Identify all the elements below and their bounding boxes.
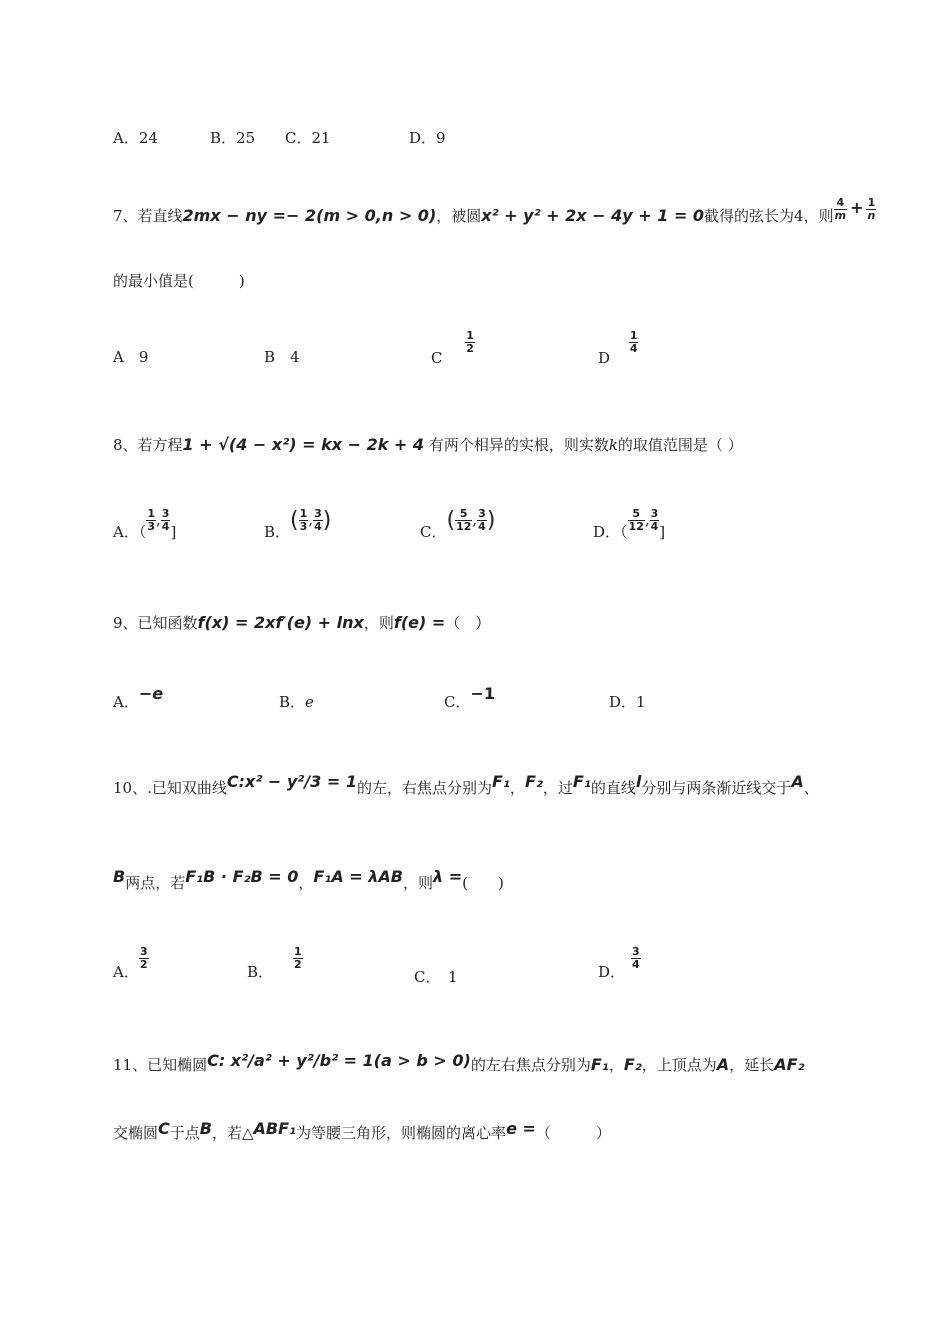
q7-frac-1-over-n: $\frac{1}{n}$: [867, 195, 876, 222]
q6-option-d: D．9: [409, 129, 446, 147]
q9-prefix: 9、已知函数: [113, 614, 198, 632]
q7-option-b: B 4: [264, 348, 300, 366]
q8-suffix2: 的取值范围是（ ）: [617, 436, 743, 454]
q10-condition-2: F₁A = λAB: [313, 867, 403, 886]
q10-option-d: D． $\frac{3}{4}$: [598, 945, 640, 981]
q9-option-a: A．−e: [113, 684, 164, 711]
q8-suffix: 有两个相异的实根，则实数: [424, 436, 609, 454]
q7-suffix: 截得的弦长为4，则: [704, 207, 834, 225]
q10-condition-1: F₁B · F₂B = 0: [185, 867, 299, 886]
q7-frac-4-over-m: $\frac{4}{m}$: [834, 195, 847, 222]
q10-equation: C:x² − y²/3 = 1: [226, 772, 357, 791]
q8-option-d: D．（ $\frac{5}{12}$ , $\frac{3}{4}$ ]: [593, 507, 666, 541]
q9-expr: f(e) =: [393, 613, 446, 632]
q7-circle-equation: x² + y² + 2x − 4y + 1 = 0: [481, 206, 705, 225]
q10-stem-line2: B两点，若F₁B · F₂B = 0，F₁A = λAB，则λ =( ): [113, 867, 504, 892]
q7-plus: +: [850, 198, 864, 217]
q8-prefix: 8、若方程: [113, 436, 183, 454]
q8-equation: 1 + √(4 − x²) = kx − 2k + 4: [182, 435, 425, 454]
q7-option-a: A 9: [113, 348, 149, 366]
q7-mid: ，被圆: [436, 207, 482, 225]
q7-line-equation: 2mx − ny =− 2(m > 0,n > 0): [182, 206, 437, 225]
q6-option-c: C．21: [285, 129, 331, 147]
q8-option-a: A．（ $\frac{1}{3}$ , $\frac{3}{4}$ ]: [113, 507, 177, 541]
q10-option-b: B． $\frac{1}{2}$: [247, 945, 302, 981]
q6-option-b: B．25: [210, 129, 256, 147]
q11-equation: C: x²/a² + y²/b² = 1(a > b > 0): [207, 1051, 471, 1070]
q9-option-b: B．e: [279, 693, 314, 711]
q9-equation: f(x) = 2xf′(e) + lnx: [197, 613, 364, 632]
q11-stem-line2: 交椭圆C于点B，若△ABF₁为等腰三角形，则椭圆的离心率e =（ ）: [113, 1119, 611, 1142]
q9-option-c: C．−1: [444, 684, 496, 711]
q7-stem: [113, 195, 876, 226]
q10-option-a: A． $\frac{3}{2}$: [113, 945, 148, 981]
q10-stem: 10、.已知双曲线C:x² − y²/3 = 1的左，右焦点分别为F₁，F₂，过F₁的直线l分别与两条渐近线交于A、: [113, 772, 819, 797]
q7-option-d: D $\frac{1}{4}$: [598, 329, 638, 367]
q8-stem: [113, 434, 743, 455]
q10-option-c: C． 1: [414, 968, 458, 986]
q8-option-c: C．( $\frac{5}{12}$ , $\frac{3}{4}$ ): [420, 507, 496, 541]
q9-mid: ，则: [363, 614, 394, 632]
q9-suffix: （ ）: [445, 614, 491, 632]
q6-option-a: A．24: [113, 129, 158, 147]
q11-stem: 11、已知椭圆C: x²/a² + y²/b² = 1(a > b > 0)的左右焦点分别为F₁，F₂，上顶点为A，延长AF₂: [113, 1051, 805, 1074]
q9-option-d: D．1: [609, 693, 646, 711]
q7-prefix: 7、若直线: [113, 207, 183, 225]
q7-option-c: C $\frac{1}{2}$: [431, 329, 474, 367]
q9-stem: [113, 612, 490, 633]
q8-var-k: k: [608, 436, 618, 454]
q7-stem-line2: 的最小值是( ): [113, 272, 245, 290]
q8-option-b: B．( $\frac{1}{3}$ , $\frac{3}{4}$ ): [264, 507, 332, 541]
